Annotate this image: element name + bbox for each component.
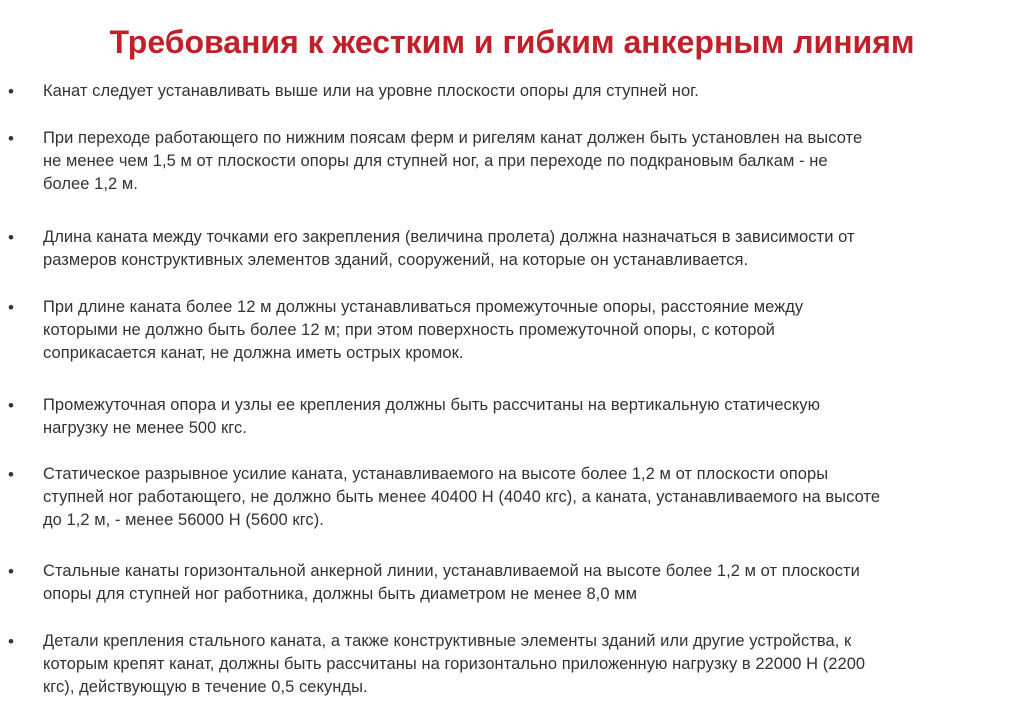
bullet-line: ступней ног работающего, не должно быть менее 40400 Н (4040 кгс), а каната, устанавливаемого на высоте	[43, 488, 881, 506]
bullet-marker: •	[8, 396, 14, 415]
bullet-line: Детали крепления стального каната, а также конструктивные элементы зданий или другие устройства, к	[43, 632, 852, 650]
bullet-line: более 1,2 м.	[43, 175, 138, 193]
bullet-line: Статическое разрывное усилие каната, устанавливаемого на высоте более 1,2 м от плоскости опоры	[43, 465, 829, 483]
bullet-line: нагрузку не менее 500 кгс.	[43, 419, 247, 437]
bullet-text	[43, 560, 1011, 606]
bullet-line: которым крепят канат, должны быть рассчитаны на горизонтально приложенную нагрузку в 22000 Н (2200	[43, 655, 866, 673]
bullet-marker: •	[8, 465, 14, 484]
bullet-line: Промежуточная опора и узлы ее крепления должны быть рассчитаны на вертикальную статическую	[43, 396, 821, 414]
bullet-line: соприкасается канат, не должна иметь острых кромок.	[43, 344, 464, 362]
bullet-text	[43, 80, 1011, 103]
bullet-text	[43, 296, 1011, 365]
bullet-line: При длине каната более 12 м должны устанавливаться промежуточные опоры, расстояние между	[43, 298, 804, 316]
bullet-line: размеров конструктивных элементов зданий, сооружений, на которые он устанавливается.	[43, 251, 749, 269]
bullet-line: При переходе работающего по нижним поясам ферм и ригелям канат должен быть установлен на высоте	[43, 129, 863, 147]
bullet-marker: •	[8, 129, 14, 148]
bullet-line: до 1,2 м, - менее 56000 Н (5600 кгс).	[43, 511, 324, 529]
bullet-marker: •	[8, 82, 14, 101]
bullet-line: Стальные канаты горизонтальной анкерной линии, устанавливаемой на высоте более 1,2 м от плоскости	[43, 562, 860, 580]
bullet-line: Канат следует устанавливать выше или на уровне плоскости опоры для ступней ног.	[43, 82, 699, 100]
bullet-marker: •	[8, 298, 14, 317]
bullet-line: Длина каната между точками его закрепления (величина пролета) должна назначаться в зависимости от	[43, 228, 855, 246]
bullet-text	[43, 463, 1011, 532]
bullet-text	[43, 226, 1011, 272]
bullet-line: кгс), действующую в течение 0,5 секунды.	[43, 678, 368, 696]
bullet-text	[43, 394, 1011, 440]
bullet-line: опоры для ступней ног работника, должны быть диаметром не менее 8,0 мм	[43, 585, 637, 603]
slide-title: Требования к жестким и гибким анкерным линиям	[109, 24, 915, 60]
bullet-text	[43, 127, 1011, 196]
bullet-line: не менее чем 1,5 м от плоскости опоры для ступней ног, а при переходе по подкрановым балкам - не	[43, 152, 828, 170]
bullet-text	[43, 630, 1011, 699]
bullet-marker: •	[8, 228, 14, 247]
bullet-marker: •	[8, 562, 14, 581]
bullet-line: которыми не должно быть более 12 м; при этом поверхность промежуточной опоры, с которой	[43, 321, 775, 339]
bullet-marker: •	[8, 632, 14, 651]
